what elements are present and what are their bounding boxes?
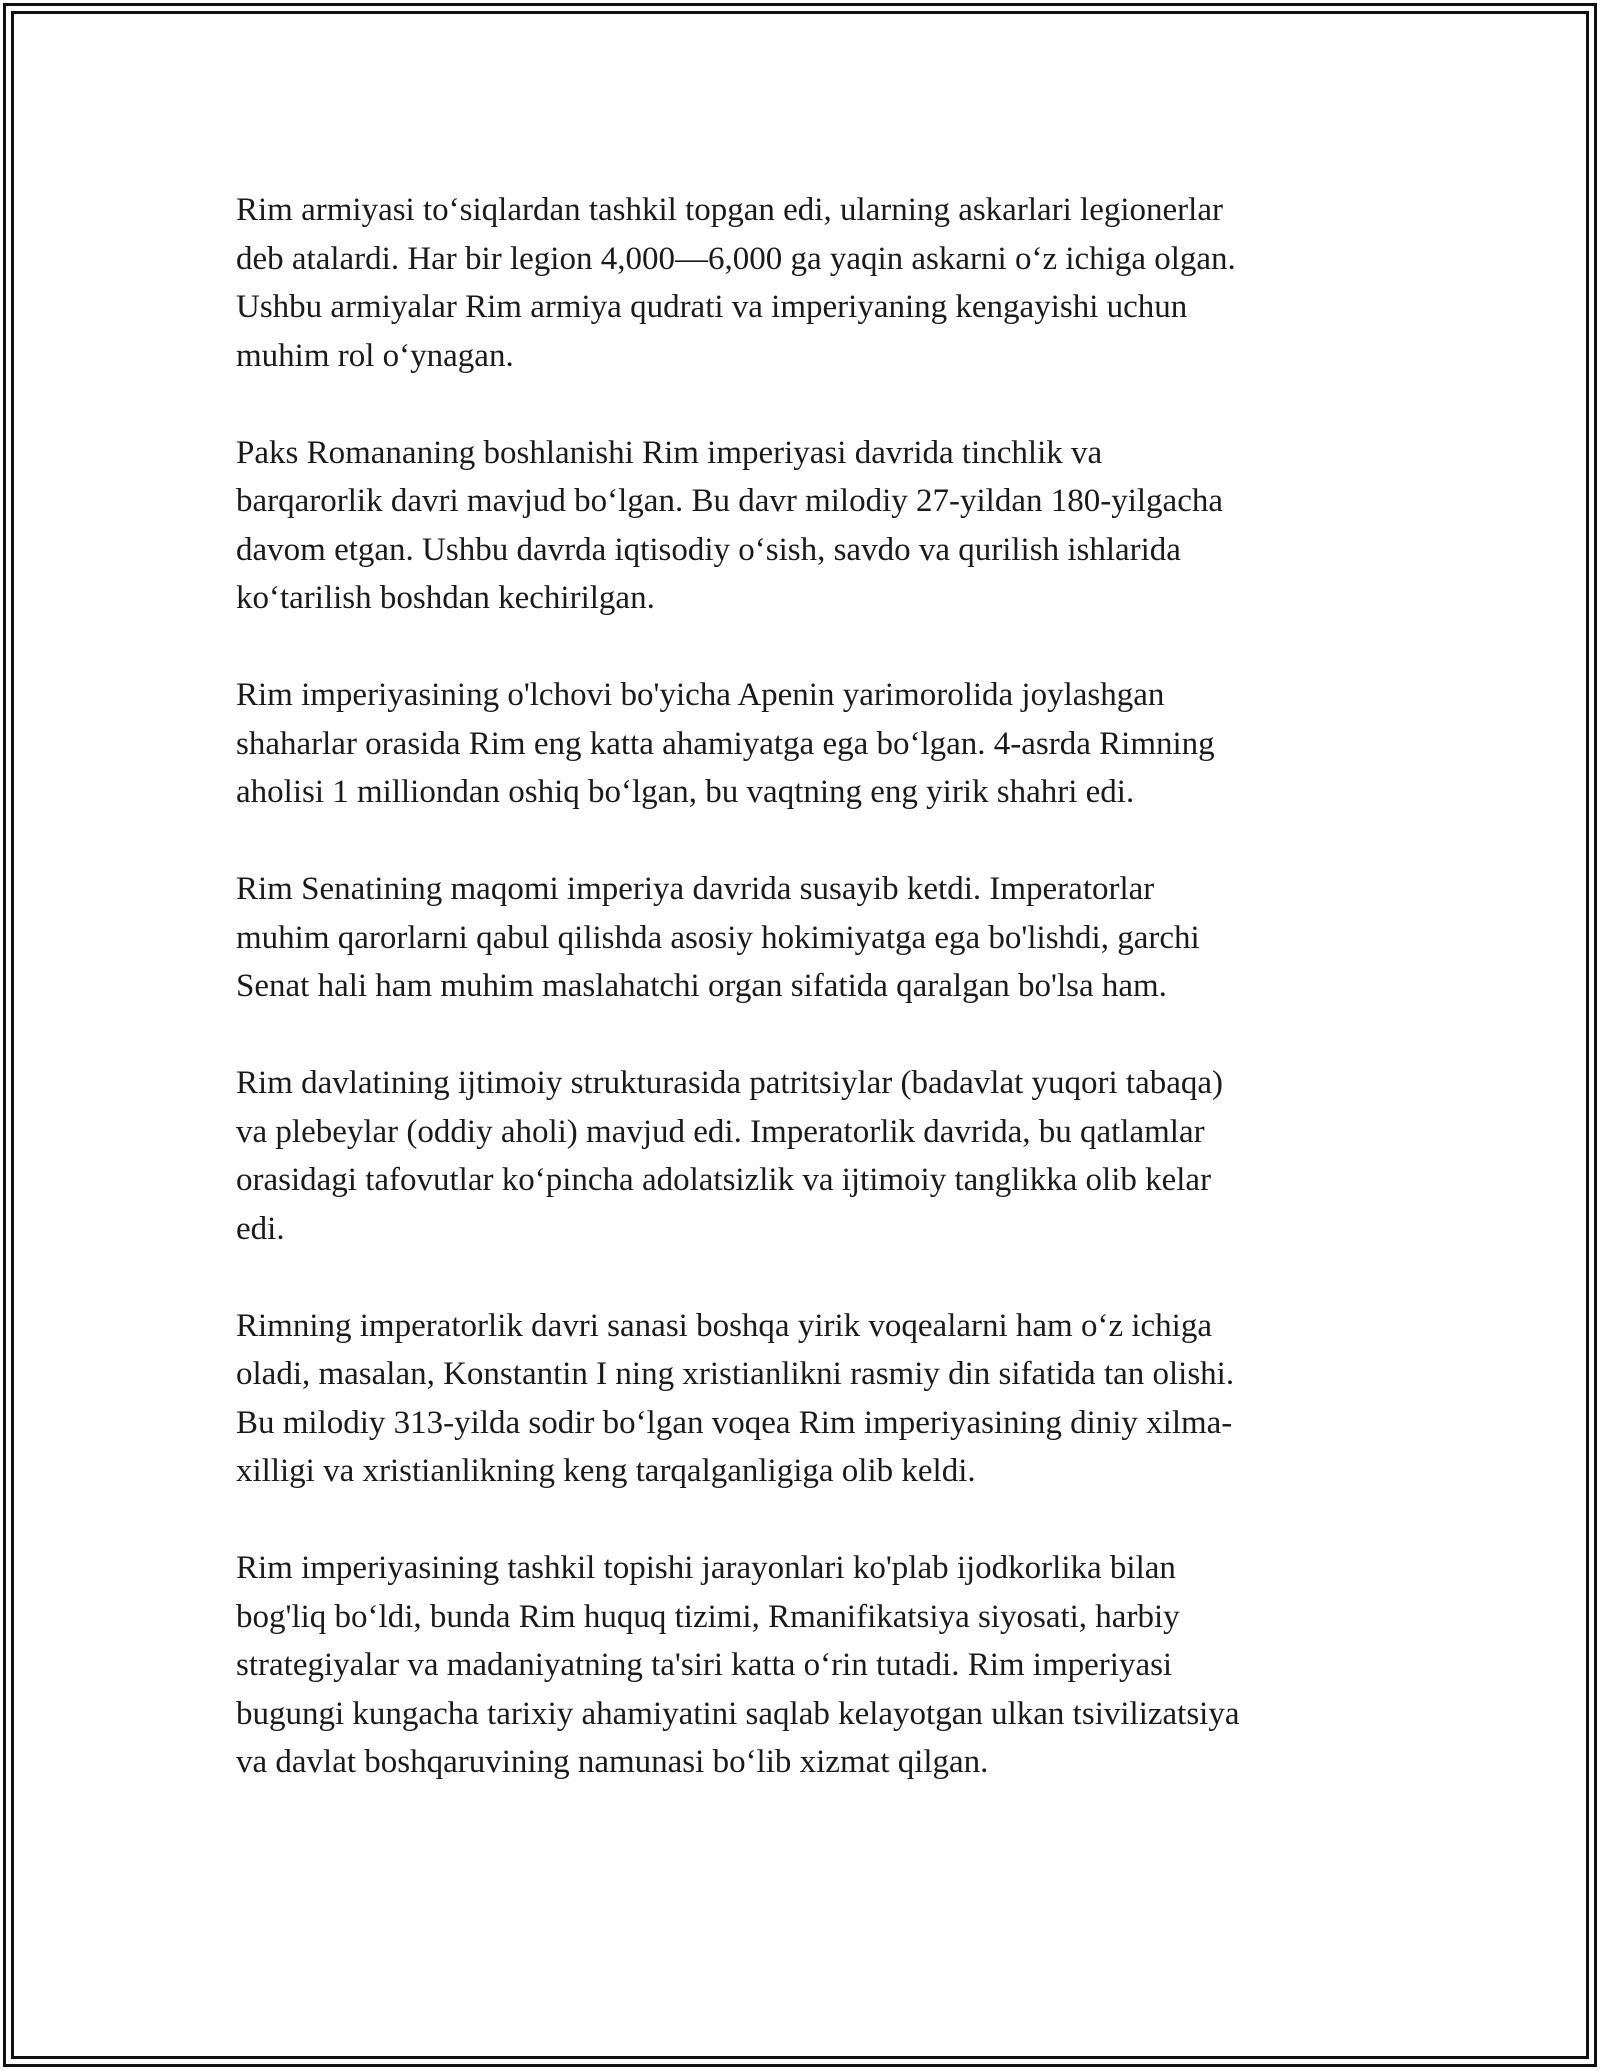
paragraph-legacy: Rim imperiyasining tashkil topishi jarayonlari ko'plab ijodkorlika bilan bog'liq bo‘ldi, bunda Rim huquq tizimi, Rmanifikatsiya siyosati, harbiy strategiyalar va madaniyatning ta'siri katta o‘rin tutadi. Rim imperiyasi bugungi kungacha tarixiy ahamiyatini saqlab kelayotgan ulkan tsivilizatsiya va davlat boshqaruvining namunasi bo‘lib xizmat qilgan.: [236, 1550, 1240, 1780]
paragraph-christianity: Rimning imperatorlik davri sanasi boshqa yirik voqealarni ham o‘z ichiga oladi, masalan, Konstantin I ning xristianlikni rasmiy din sifatida tan olishi. Bu milodiy 313-yilda sodir bo‘lgan voqea Rim imperiyasining diniy xilma- xilligi va xristianlikning keng tarqalganligiga olib keldi.: [236, 1307, 1235, 1489]
paragraph-rome-size: Rim imperiyasining o'lchovi bo'yicha Apenin yarimorolida joylashgan shaharlar orasida Rim eng katta ahamiyatga ega bo‘lgan. 4-asrda Rimning aholisi 1 milliondan oshiq bo‘lgan, bu vaqtning eng yirik shahri edi.: [236, 677, 1215, 810]
paragraph-roman-army: Rim armiyasi to‘siqlardan tashkil topgan edi, ularning askarlari legionerlar deb atalardi. Har bir legion 4,000—6,000 ga yaqin askarni o‘z ichiga olgan. Ushbu armiyalar Rim armiya qudrati va imperiyaning kengayishi uchun muhim rol o‘ynagan.: [236, 192, 1236, 374]
paragraph-social-structure: Rim davlatining ijtimoiy strukturasida patritsiylar (badavlat yuqori tabaqa) va plebeylar (oddiy aholi) mavjud edi. Imperatorlik davrida, bu qatlamlar orasidagi tafovutlar ko‘pincha adolatsizlik va ijtimoiy tanglikka olib kelar edi.: [236, 1065, 1224, 1247]
paragraph-senate: Rim Senatining maqomi imperiya davrida susayib ketdi. Imperatorlar muhim qarorlarni qabul qilishda asosiy hokimiyatga ega bo'lishdi, garchi Senat hali ham muhim maslahatchi organ sifatida qaralgan bo'lsa ham.: [236, 871, 1200, 1004]
paragraph-pax-romana: Paks Romananing boshlanishi Rim imperiyasi davrida tinchlik va barqarorlik davri mavjud bo‘lgan. Bu davr milodiy 27-yildan 180-yilgacha davom etgan. Ushbu davrda iqtisodiy o‘sish, savdo va qurilish ishlarida ko‘tarilish boshdan kechirilgan.: [236, 434, 1224, 616]
document-body: [236, 186, 1356, 1835]
